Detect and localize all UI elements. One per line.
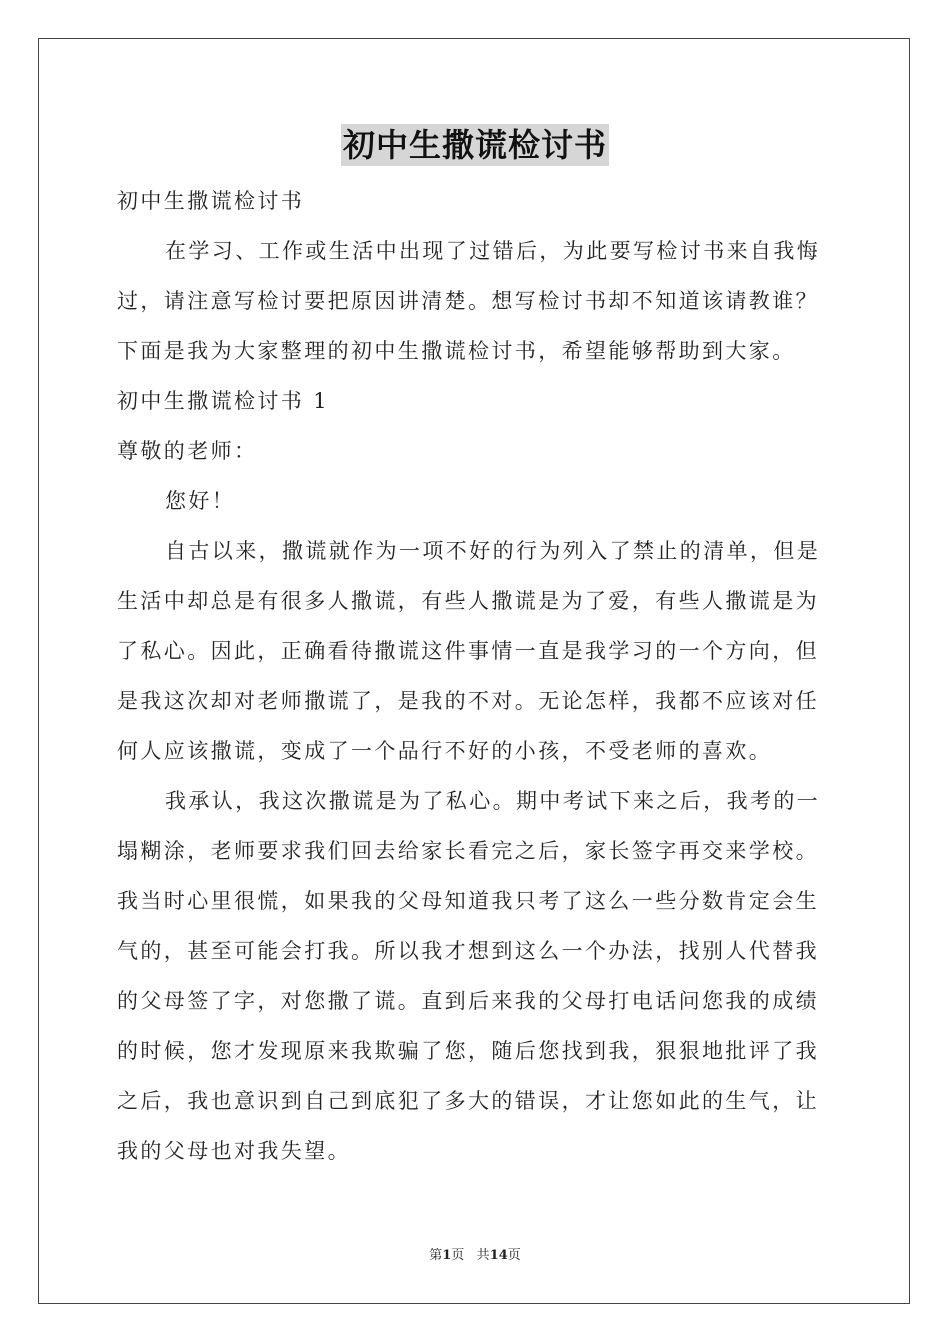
paragraph-1-line-2: 生活中却总是有很多人撒谎，有些人撒谎是为了爱，有些人撒谎是为 [117,589,819,613]
intro-line-1: 在学习、工作或生活中出现了过错后，为此要写检讨书来自我悔 [165,239,821,263]
page-footer [0,1244,950,1263]
paragraph-2-line-3: 我当时心里很慌，如果我的父母知道我只考了这么一些分数肯定会生 [117,889,819,913]
page-suffix: 页 [451,1248,465,1263]
page-number: 1 [442,1248,452,1263]
paragraph-1-line-3: 了私心。因此，正确看待撒谎这件事情一直是我学习的一个方向，但 [117,639,819,663]
intro-line-3: 下面是我为大家整理的初中生撒谎检讨书，希望能够帮助到大家。 [117,339,796,363]
paragraph-2-line-6: 的时候，您才发现原来我欺骗了您，随后您找到我，狠狠地批评了我 [117,1039,819,1063]
paragraph-1-line-1: 自古以来，撒谎就作为一项不好的行为列入了禁止的清单，但是 [165,539,821,563]
paragraph-2-line-7: 之后，我也意识到自己到底犯了多大的错误，才让您如此的生气，让 [117,1089,819,1113]
total-suffix: 页 [507,1248,521,1263]
title-area [0,124,950,166]
subtitle-line: 初中生撒谎检讨书 [117,189,305,213]
paragraph-2-line-4: 气的，甚至可能会打我。所以我才想到这么一个办法，找别人代替我 [117,939,819,963]
document-body [117,176,837,1176]
total-prefix: 共 [476,1248,490,1263]
paragraph-1-line-4: 是我这次却对老师撒谎了，是我的不对。无论怎样，我都不应该对任 [117,689,819,713]
total-pages: 14 [489,1248,508,1263]
section-heading: 初中生撒谎检讨书 1 [117,389,330,413]
document-title: 初中生撒谎检讨书 [342,126,607,164]
paragraph-2-line-2: 塌糊涂，老师要求我们回去给家长看完之后，家长签字再交来学校。 [117,839,819,863]
greeting: 您好！ [165,489,236,513]
paragraph-1-line-5: 何人应该撒谎，变成了一个品行不好的小孩，不受老师的喜欢。 [117,739,773,763]
paragraph-2-line-5: 的父母签了字，对您撒了谎。直到后来我的父母打电话问您我的成绩 [117,989,819,1013]
paragraph-2-line-8: 我的父母也对我失望。 [117,1139,351,1163]
salutation: 尊敬的老师： [117,439,258,463]
page-prefix: 第 [429,1248,443,1263]
intro-line-2: 过，请注意写检讨要把原因讲清楚。想写检讨书却不知道该请教谁？ [117,289,819,313]
paragraph-2-line-1: 我承认，我这次撒谎是为了私心。期中考试下来之后，我考的一 [165,789,821,813]
